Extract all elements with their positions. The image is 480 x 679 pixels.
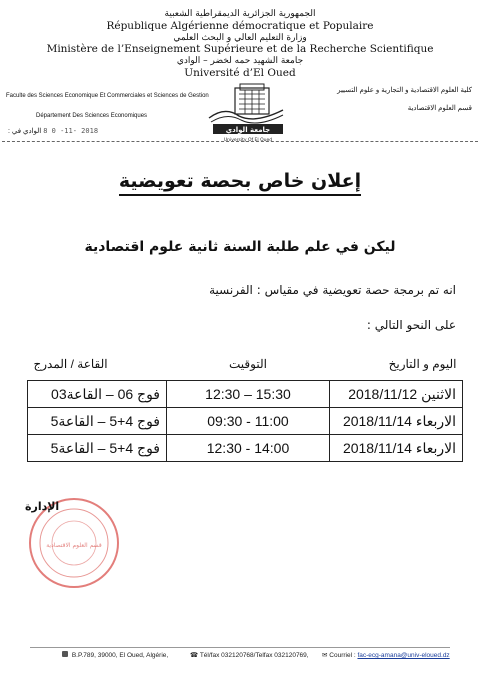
email-icon: ✉ — [322, 652, 328, 659]
location-icon — [62, 651, 68, 657]
date-value: 2018 -11- 0 8 — [43, 127, 99, 135]
table-header-row — [28, 348, 463, 381]
cell-room: فوج 06 – القاعة03 — [28, 381, 167, 408]
announcement-subtitle: ليكن في علم طلبة السنة ثانية علوم اقتصادية — [84, 239, 396, 255]
logo-name-french: University Of El Oued — [223, 138, 273, 143]
footer-phone — [190, 651, 309, 659]
footer-address-text: B.P.789, 39000, El Oued, Algérie, — [71, 652, 169, 659]
cell-time: 12:30 - 14:00 — [167, 435, 330, 462]
footer-email — [322, 651, 450, 659]
footer-address — [62, 651, 168, 659]
cell-day: الاثنين 2018/11/12 — [330, 381, 463, 408]
schedule-table — [27, 348, 463, 462]
footer-divider — [30, 647, 450, 648]
date-label: الوادي في : — [8, 128, 42, 135]
cell-day: الاربعاء 2018/11/14 — [330, 408, 463, 435]
announcement-line-2: على النحو التالي : — [366, 318, 456, 332]
department-french: Département Des Sciences Economiques — [36, 113, 148, 119]
logo-name-arabic: جامعة الوادي — [225, 126, 271, 134]
table-row — [28, 381, 463, 408]
cell-time: 12:30 – 15:30 — [167, 381, 330, 408]
cell-time: 09:30 - 11:00 — [167, 408, 330, 435]
phone-icon: ☎ — [190, 652, 199, 659]
republic-arabic: الجمهورية الجزائرية الديمقراطية الشعبية — [164, 9, 316, 19]
announcement-title-text: إعلان خاص بحصة تعويضية — [119, 170, 361, 196]
university-building-icon — [205, 82, 287, 144]
header-day-date: اليوم و التاريخ — [388, 357, 457, 371]
footer-email-label: Courriel : — [329, 652, 356, 659]
announcement-title — [0, 170, 480, 192]
ministry-french: Ministère de l’Enseignement Supérieure et de la Recherche Scientifique — [46, 43, 434, 55]
administration-label: الإدارة — [25, 500, 60, 513]
cell-day: الاربعاء 2018/11/14 — [330, 435, 463, 462]
stamp-text: قسم العلوم الاقتصادية — [46, 542, 102, 549]
announcement-line-1: انه تم برمجة حصة تعويضية في مقياس : الفرنسية — [209, 283, 456, 297]
header-room: القاعة / المدرج — [33, 357, 108, 371]
footer-email-link[interactable]: fac-ecg-amana@univ-eloued.dz — [357, 652, 450, 659]
table-row — [28, 435, 463, 462]
header-time: التوقيت — [229, 357, 267, 371]
republic-french: République Algérienne démocratique et Populaire — [106, 20, 374, 32]
university-arabic: جامعة الشهيد حمه لخضر – الوادي — [176, 56, 304, 66]
university-french: Université d’El Oued — [184, 67, 296, 79]
faculty-arabic: كلية العلوم الاقتصادية و التجارية و علوم التسيير — [337, 87, 472, 94]
cell-room: فوج 4+5 – القاعة5 — [28, 408, 167, 435]
header-divider — [2, 141, 478, 142]
date-line — [8, 127, 98, 135]
cell-room: فوج 4+5 – القاعة5 — [28, 435, 167, 462]
ministry-arabic: وزارة التعليم العالي و البحث العلمي — [173, 33, 307, 43]
table-row — [28, 408, 463, 435]
university-logo — [205, 82, 287, 144]
footer-phone-text: Tél/fax 032120768/Telfax 032120769, — [199, 652, 309, 659]
department-arabic: قسم العلوم الاقتصادية — [407, 105, 472, 112]
faculty-french: Faculte des Sciences Economique Et Commerciales et Sciences de Gestion — [6, 93, 209, 99]
